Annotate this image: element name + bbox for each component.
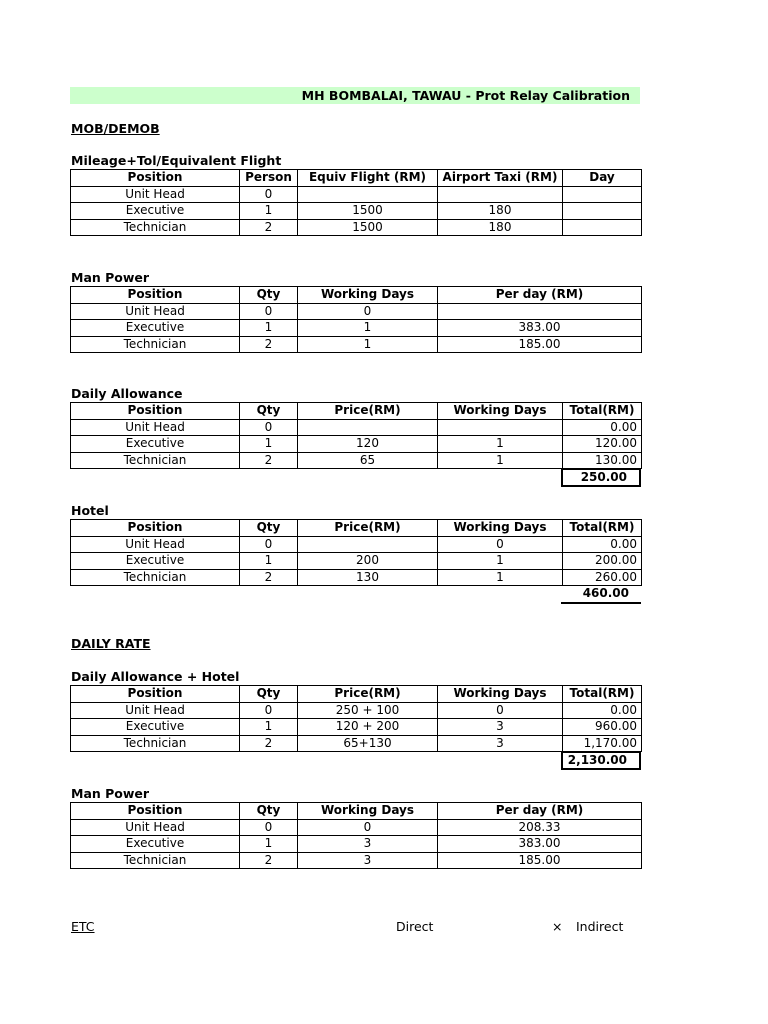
cell: Unit Head (71, 303, 240, 320)
table-row (71, 569, 642, 586)
hotel-total: 460.00 (561, 586, 641, 604)
page-title: MH BOMBALAI, TAWAU - Prot Relay Calibration (301, 88, 630, 103)
cell: 2 (240, 336, 298, 353)
cell: 1 (240, 719, 298, 736)
header-cell: Position (71, 520, 240, 537)
cell: Unit Head (71, 536, 240, 553)
daily-allowance-total: 250.00 (561, 468, 641, 487)
cell: 0 (240, 303, 298, 320)
manpower2-heading: Man Power (71, 786, 150, 801)
section-daily-rate: DAILY RATE (71, 636, 151, 651)
table-row (71, 852, 642, 869)
cell: 130.00 (563, 452, 642, 469)
cell: 1 (240, 203, 298, 220)
cell: 2 (240, 735, 298, 752)
cell: 120.00 (563, 436, 642, 453)
header-cell: Per day (RM) (438, 803, 642, 820)
header-cell: Day (563, 170, 642, 187)
cell: Technician (71, 452, 240, 469)
da-hotel-table (70, 685, 642, 752)
cell: Unit Head (71, 702, 240, 719)
header-cell: Price(RM) (298, 686, 438, 703)
section-mob-demob: MOB/DEMOB (71, 121, 160, 136)
cell: 3 (298, 836, 438, 853)
header-cell: Working Days (438, 403, 563, 420)
cell: 0.00 (563, 419, 642, 436)
cell: 130 (298, 569, 438, 586)
header-cell: Position (71, 287, 240, 304)
cell: 0.00 (563, 702, 642, 719)
cell: 1500 (298, 203, 438, 220)
cell: 200.00 (563, 553, 642, 570)
cell: 0 (298, 303, 438, 320)
header-cell: Working Days (298, 287, 438, 304)
daily-allowance-table (70, 402, 642, 469)
cell: Executive (71, 320, 240, 337)
hotel-heading: Hotel (71, 503, 109, 518)
cell: Executive (71, 719, 240, 736)
cell: 65+130 (298, 735, 438, 752)
table-row (71, 452, 642, 469)
cell (298, 186, 438, 203)
table-row (71, 436, 642, 453)
cell (298, 536, 438, 553)
cell: 185.00 (438, 336, 642, 353)
cell: 383.00 (438, 836, 642, 853)
cell: 2 (240, 452, 298, 469)
cell: 3 (438, 735, 563, 752)
table-header-row (71, 520, 642, 537)
cell: 2 (240, 852, 298, 869)
header-cell: Total(RM) (563, 403, 642, 420)
cell: 1500 (298, 219, 438, 236)
header-cell: Position (71, 803, 240, 820)
cell: Technician (71, 735, 240, 752)
cell: 1 (438, 436, 563, 453)
table-header-row (71, 686, 642, 703)
header-cell: Total(RM) (563, 686, 642, 703)
cell: 208.33 (438, 819, 642, 836)
header-cell: Qty (240, 803, 298, 820)
cell: 960.00 (563, 719, 642, 736)
cell: Executive (71, 203, 240, 220)
table-header-row (71, 803, 642, 820)
cell: 0 (240, 536, 298, 553)
cell: 260.00 (563, 569, 642, 586)
cell: 2 (240, 219, 298, 236)
cell: 1 (240, 320, 298, 337)
manpower2-table (70, 802, 642, 869)
header-cell: Airport Taxi (RM) (438, 170, 563, 187)
daily-allowance-heading: Daily Allowance (71, 386, 183, 401)
cell: 1 (438, 553, 563, 570)
cell: 1 (298, 320, 438, 337)
cell: Technician (71, 219, 240, 236)
etc-label: ETC (71, 919, 95, 934)
cell: 185.00 (438, 852, 642, 869)
indirect-label: Indirect (576, 919, 624, 934)
cell: Executive (71, 553, 240, 570)
table-header-row (71, 170, 642, 187)
header-cell: Total(RM) (563, 520, 642, 537)
header-cell: Position (71, 403, 240, 420)
header-cell: Person (240, 170, 298, 187)
cell: 1 (438, 452, 563, 469)
table-row (71, 702, 642, 719)
table-row (71, 419, 642, 436)
cell: 1 (240, 836, 298, 853)
cell: 1 (298, 336, 438, 353)
cell: Technician (71, 569, 240, 586)
cell: 250 + 100 (298, 702, 438, 719)
mileage-heading: Mileage+Tol/Equivalent Flight (71, 153, 282, 168)
da-hotel-total: 2,130.00 (561, 751, 641, 770)
table-row (71, 836, 642, 853)
header-cell: Working Days (298, 803, 438, 820)
table-row (71, 320, 642, 337)
cell: 0 (298, 819, 438, 836)
cell: 0.00 (563, 536, 642, 553)
header-cell: Per day (RM) (438, 287, 642, 304)
table-row (71, 186, 642, 203)
cell: 0 (240, 702, 298, 719)
header-cell: Equiv Flight (RM) (298, 170, 438, 187)
cell (298, 419, 438, 436)
cell: Executive (71, 836, 240, 853)
header-cell: Qty (240, 686, 298, 703)
table-row (71, 336, 642, 353)
cell: Unit Head (71, 819, 240, 836)
header-cell: Qty (240, 403, 298, 420)
header-cell: Qty (240, 520, 298, 537)
cell: Unit Head (71, 419, 240, 436)
cell: 120 + 200 (298, 719, 438, 736)
header-cell: Qty (240, 287, 298, 304)
cell: 3 (438, 719, 563, 736)
header-cell: Working Days (438, 686, 563, 703)
cell: 180 (438, 203, 563, 220)
table-row (71, 303, 642, 320)
table-row (71, 819, 642, 836)
cell (563, 203, 642, 220)
cell: 120 (298, 436, 438, 453)
cell (563, 219, 642, 236)
cell: Unit Head (71, 186, 240, 203)
cell: 1 (240, 553, 298, 570)
cell: 200 (298, 553, 438, 570)
cell: 0 (240, 186, 298, 203)
hotel-table (70, 519, 642, 586)
manpower-table (70, 286, 642, 353)
cell (563, 186, 642, 203)
cell: 3 (298, 852, 438, 869)
header-cell: Price(RM) (298, 403, 438, 420)
table-row (71, 219, 642, 236)
header-cell: Price(RM) (298, 520, 438, 537)
cell: Executive (71, 436, 240, 453)
table-header-row (71, 287, 642, 304)
cross-mark-icon: × (552, 919, 563, 934)
cell (438, 186, 563, 203)
cell: 1 (240, 436, 298, 453)
table-header-row (71, 403, 642, 420)
cell: 2 (240, 569, 298, 586)
header-cell: Position (71, 170, 240, 187)
table-row (71, 536, 642, 553)
cell: 1,170.00 (563, 735, 642, 752)
cell: 0 (240, 819, 298, 836)
cell (438, 419, 563, 436)
table-row (71, 735, 642, 752)
header-cell: Working Days (438, 520, 563, 537)
cell: Technician (71, 336, 240, 353)
mileage-table (70, 169, 642, 236)
cell: 0 (240, 419, 298, 436)
cell: Technician (71, 852, 240, 869)
table-row (71, 553, 642, 570)
cell: 1 (438, 569, 563, 586)
manpower-heading: Man Power (71, 270, 150, 285)
da-hotel-heading: Daily Allowance + Hotel (71, 669, 240, 684)
table-row (71, 719, 642, 736)
cell: 383.00 (438, 320, 642, 337)
table-row (71, 203, 642, 220)
direct-label: Direct (396, 919, 434, 934)
header-cell: Position (71, 686, 240, 703)
cell (438, 303, 642, 320)
cell: 180 (438, 219, 563, 236)
cell: 0 (438, 702, 563, 719)
cell: 65 (298, 452, 438, 469)
cell: 0 (438, 536, 563, 553)
